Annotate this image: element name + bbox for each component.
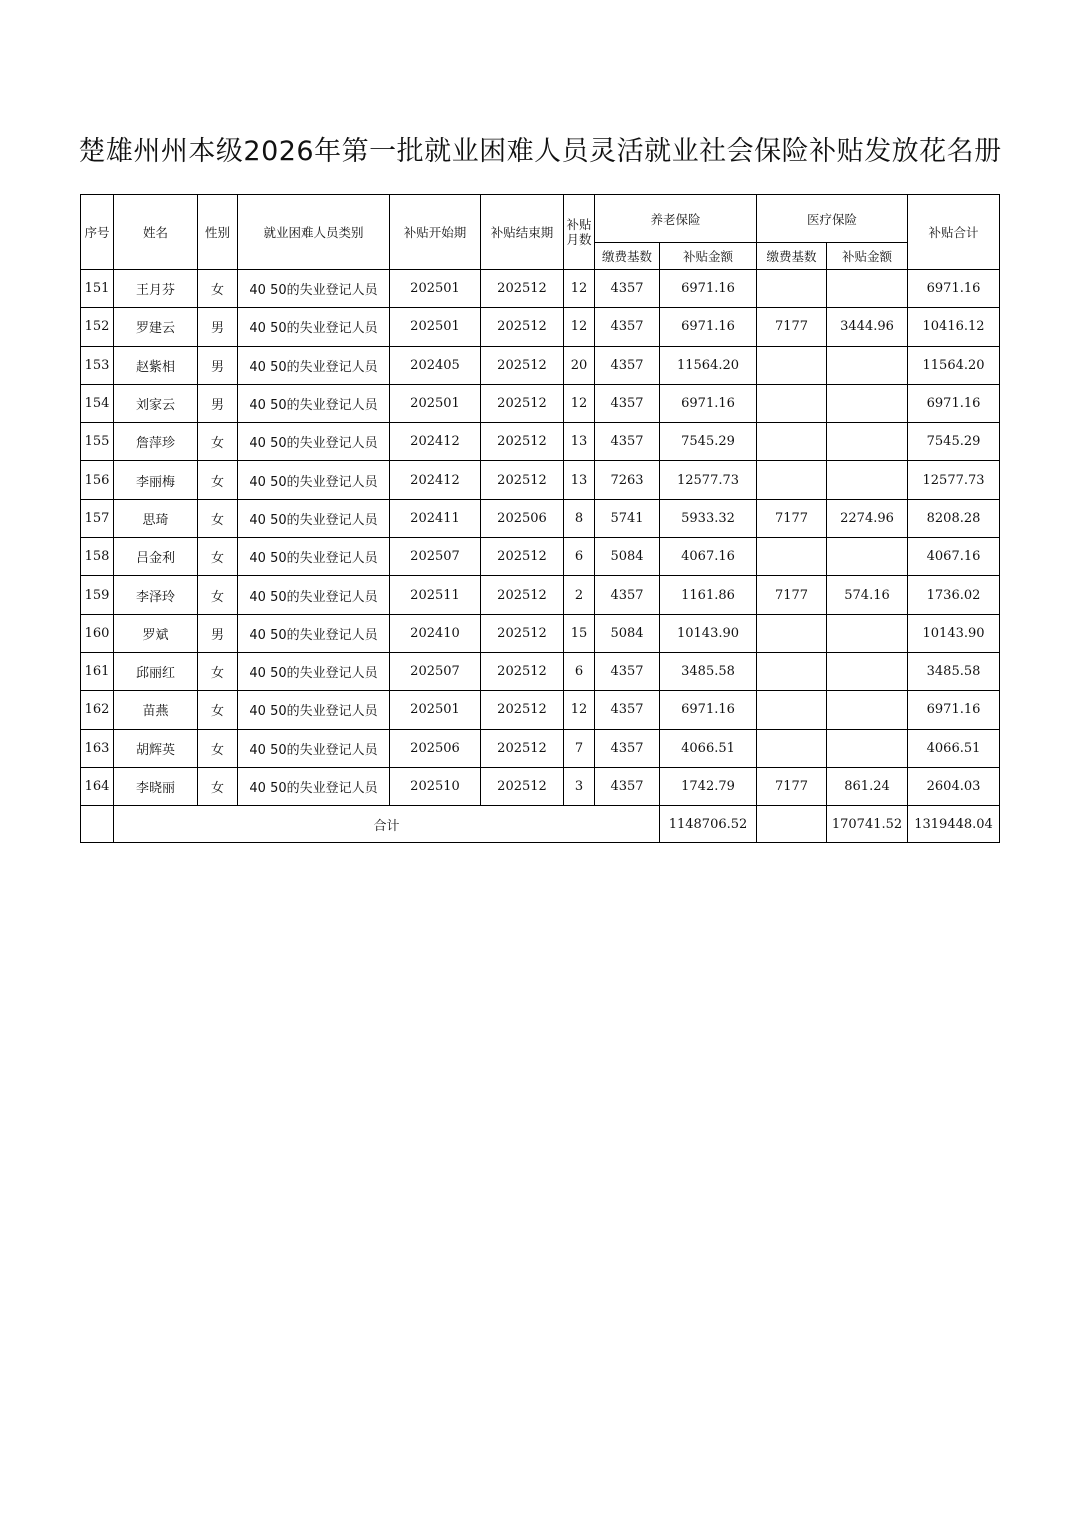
cell-pension-base: 5741: [595, 499, 660, 537]
cell-medical-base: [757, 729, 827, 767]
cell-name: 邱丽红: [114, 652, 198, 690]
cell-months: 12: [564, 691, 595, 729]
cell-start: 202412: [390, 423, 481, 461]
cell-category: 40 50的失业登记人员: [238, 767, 390, 805]
cell-gender: 女: [198, 729, 238, 767]
cell-gender: 男: [198, 384, 238, 422]
table-row: [81, 729, 1000, 767]
cell-start: 202501: [390, 691, 481, 729]
cell-months: 3: [564, 767, 595, 805]
table-body: [81, 270, 1000, 843]
cell-end: 202512: [481, 652, 564, 690]
cell-name: 刘家云: [114, 384, 198, 422]
cell-category: 40 50的失业登记人员: [238, 614, 390, 652]
table-row: [81, 576, 1000, 614]
cell-end: 202512: [481, 270, 564, 308]
table-row: [81, 270, 1000, 308]
cell-seq: 154: [81, 384, 114, 422]
cell-category: 40 50的失业登记人员: [238, 576, 390, 614]
cell-total: 7545.29: [908, 423, 1000, 461]
cell-category: 40 50的失业登记人员: [238, 384, 390, 422]
cell-end: 202506: [481, 499, 564, 537]
table-row: [81, 308, 1000, 346]
cell-medical-base: [757, 270, 827, 308]
cell-total: 1736.02: [908, 576, 1000, 614]
cell-seq: 156: [81, 461, 114, 499]
cell-gender: 女: [198, 691, 238, 729]
cell-medical-base: [757, 538, 827, 576]
cell-medical-base: [757, 652, 827, 690]
cell-gender: 男: [198, 614, 238, 652]
cell-medical-base: [757, 423, 827, 461]
header-pension: 养老保险: [595, 195, 757, 243]
cell-end: 202512: [481, 576, 564, 614]
cell-gender: 女: [198, 538, 238, 576]
cell-start: 202501: [390, 308, 481, 346]
cell-medical-amount: [827, 384, 908, 422]
cell-end: 202512: [481, 538, 564, 576]
cell-seq: 153: [81, 346, 114, 384]
header-category: 就业困难人员类别: [238, 195, 390, 270]
cell-name: 吕金利: [114, 538, 198, 576]
cell-end: 202512: [481, 691, 564, 729]
cell-gender: 女: [198, 576, 238, 614]
header-medical-amount: 补贴金额: [827, 243, 908, 270]
totals-row: [81, 806, 1000, 843]
header-pension-base: 缴费基数: [595, 243, 660, 270]
table-row: [81, 461, 1000, 499]
cell-pension-amount: 7545.29: [660, 423, 757, 461]
cell-pension-amount: 3485.58: [660, 652, 757, 690]
cell-pension-base: 4357: [595, 308, 660, 346]
cell-months: 13: [564, 461, 595, 499]
cell-medical-base: [757, 614, 827, 652]
cell-months: 8: [564, 499, 595, 537]
cell-medical-amount: [827, 461, 908, 499]
cell-name: 王月芬: [114, 270, 198, 308]
cell-total: 2604.03: [908, 767, 1000, 805]
cell-end: 202512: [481, 423, 564, 461]
cell-gender: 女: [198, 423, 238, 461]
totals-medical-amount: 170741.52: [827, 806, 908, 843]
table-row: [81, 423, 1000, 461]
table-row: [81, 767, 1000, 805]
header-medical-base: 缴费基数: [757, 243, 827, 270]
page-title: 楚雄州州本级2026年第一批就业困难人员灵活就业社会保险补贴发放花名册: [78, 136, 1002, 167]
cell-gender: 男: [198, 308, 238, 346]
cell-seq: 158: [81, 538, 114, 576]
cell-months: 6: [564, 652, 595, 690]
cell-medical-amount: 574.16: [827, 576, 908, 614]
cell-months: 12: [564, 270, 595, 308]
cell-months: 20: [564, 346, 595, 384]
table-row: [81, 538, 1000, 576]
cell-start: 202501: [390, 384, 481, 422]
cell-start: 202411: [390, 499, 481, 537]
cell-pension-base: 4357: [595, 767, 660, 805]
cell-pension-amount: 6971.16: [660, 270, 757, 308]
cell-medical-amount: 2274.96: [827, 499, 908, 537]
cell-name: 思琦: [114, 499, 198, 537]
cell-months: 15: [564, 614, 595, 652]
cell-total: 6971.16: [908, 691, 1000, 729]
cell-medical-base: 7177: [757, 576, 827, 614]
table-row: [81, 691, 1000, 729]
cell-name: 李泽玲: [114, 576, 198, 614]
cell-category: 40 50的失业登记人员: [238, 423, 390, 461]
cell-pension-base: 4357: [595, 691, 660, 729]
totals-pension-amount: 1148706.52: [660, 806, 757, 843]
cell-start: 202506: [390, 729, 481, 767]
cell-category: 40 50的失业登记人员: [238, 308, 390, 346]
cell-pension-amount: 6971.16: [660, 308, 757, 346]
cell-medical-base: 7177: [757, 499, 827, 537]
cell-end: 202512: [481, 346, 564, 384]
cell-pension-base: 5084: [595, 614, 660, 652]
cell-months: 7: [564, 729, 595, 767]
cell-start: 202507: [390, 538, 481, 576]
cell-start: 202412: [390, 461, 481, 499]
cell-total: 3485.58: [908, 652, 1000, 690]
header-start: 补贴开始期: [390, 195, 481, 270]
subsidy-roster-table: [80, 194, 1000, 843]
cell-pension-amount: 1161.86: [660, 576, 757, 614]
cell-pension-base: 4357: [595, 729, 660, 767]
cell-seq: 157: [81, 499, 114, 537]
cell-total: 11564.20: [908, 346, 1000, 384]
cell-medical-base: [757, 691, 827, 729]
cell-medical-amount: [827, 691, 908, 729]
header-gender: 性别: [198, 195, 238, 270]
cell-category: 40 50的失业登记人员: [238, 499, 390, 537]
cell-months: 6: [564, 538, 595, 576]
cell-pension-base: 5084: [595, 538, 660, 576]
cell-name: 赵紫相: [114, 346, 198, 384]
header-row-top: [81, 195, 1000, 243]
header-pension-amount: 补贴金额: [660, 243, 757, 270]
cell-pension-amount: 5933.32: [660, 499, 757, 537]
cell-category: 40 50的失业登记人员: [238, 691, 390, 729]
cell-category: 40 50的失业登记人员: [238, 729, 390, 767]
cell-total: 12577.73: [908, 461, 1000, 499]
cell-category: 40 50的失业登记人员: [238, 270, 390, 308]
cell-pension-amount: 1742.79: [660, 767, 757, 805]
cell-name: 李丽梅: [114, 461, 198, 499]
header-name: 姓名: [114, 195, 198, 270]
cell-pension-amount: 10143.90: [660, 614, 757, 652]
cell-pension-base: 4357: [595, 576, 660, 614]
cell-start: 202510: [390, 767, 481, 805]
cell-name: 李晓丽: [114, 767, 198, 805]
cell-totals-medical-base-blank: [757, 806, 827, 843]
cell-pension-amount: 6971.16: [660, 384, 757, 422]
cell-months: 2: [564, 576, 595, 614]
cell-pension-base: 4357: [595, 270, 660, 308]
cell-start: 202405: [390, 346, 481, 384]
cell-end: 202512: [481, 461, 564, 499]
cell-medical-base: [757, 461, 827, 499]
cell-gender: 男: [198, 346, 238, 384]
cell-name: 苗燕: [114, 691, 198, 729]
totals-label: 合计: [114, 806, 660, 843]
table-row: [81, 652, 1000, 690]
cell-name: 罗斌: [114, 614, 198, 652]
cell-category: 40 50的失业登记人员: [238, 538, 390, 576]
header-medical: 医疗保险: [757, 195, 908, 243]
cell-seq: 151: [81, 270, 114, 308]
cell-pension-amount: 4066.51: [660, 729, 757, 767]
cell-total: 6971.16: [908, 270, 1000, 308]
table-row: [81, 346, 1000, 384]
cell-pension-base: 4357: [595, 346, 660, 384]
cell-gender: 女: [198, 652, 238, 690]
cell-medical-base: [757, 384, 827, 422]
header-end: 补贴结束期: [481, 195, 564, 270]
cell-medical-amount: 861.24: [827, 767, 908, 805]
cell-seq: 163: [81, 729, 114, 767]
cell-total: 8208.28: [908, 499, 1000, 537]
cell-seq: 162: [81, 691, 114, 729]
cell-total: 10416.12: [908, 308, 1000, 346]
cell-seq: 161: [81, 652, 114, 690]
cell-medical-amount: 3444.96: [827, 308, 908, 346]
cell-seq: 160: [81, 614, 114, 652]
header-seq: 序号: [81, 195, 114, 270]
cell-start: 202410: [390, 614, 481, 652]
cell-gender: 女: [198, 461, 238, 499]
cell-seq: 155: [81, 423, 114, 461]
cell-pension-amount: 4067.16: [660, 538, 757, 576]
cell-start: 202501: [390, 270, 481, 308]
cell-medical-base: 7177: [757, 767, 827, 805]
cell-pension-amount: 11564.20: [660, 346, 757, 384]
cell-name: 詹萍珍: [114, 423, 198, 461]
cell-name: 罗建云: [114, 308, 198, 346]
cell-months: 12: [564, 308, 595, 346]
cell-category: 40 50的失业登记人员: [238, 652, 390, 690]
cell-medical-base: [757, 346, 827, 384]
cell-pension-base: 4357: [595, 384, 660, 422]
cell-seq: 159: [81, 576, 114, 614]
cell-medical-amount: [827, 652, 908, 690]
cell-category: 40 50的失业登记人员: [238, 346, 390, 384]
cell-name: 胡辉英: [114, 729, 198, 767]
cell-medical-amount: [827, 346, 908, 384]
cell-medical-amount: [827, 729, 908, 767]
cell-pension-base: 7263: [595, 461, 660, 499]
cell-end: 202512: [481, 384, 564, 422]
cell-medical-amount: [827, 538, 908, 576]
totals-grand-total: 1319448.04: [908, 806, 1000, 843]
cell-total: 4067.16: [908, 538, 1000, 576]
cell-medical-amount: [827, 423, 908, 461]
cell-pension-amount: 12577.73: [660, 461, 757, 499]
cell-category: 40 50的失业登记人员: [238, 461, 390, 499]
cell-start: 202507: [390, 652, 481, 690]
cell-total: 4066.51: [908, 729, 1000, 767]
cell-seq: 152: [81, 308, 114, 346]
cell-gender: 女: [198, 499, 238, 537]
cell-end: 202512: [481, 767, 564, 805]
table-row: [81, 384, 1000, 422]
cell-medical-amount: [827, 270, 908, 308]
cell-medical-amount: [827, 614, 908, 652]
cell-seq: 164: [81, 767, 114, 805]
cell-totals-seq-blank: [81, 806, 114, 843]
cell-months: 13: [564, 423, 595, 461]
cell-start: 202511: [390, 576, 481, 614]
cell-gender: 女: [198, 270, 238, 308]
cell-pension-amount: 6971.16: [660, 691, 757, 729]
cell-total: 10143.90: [908, 614, 1000, 652]
cell-gender: 女: [198, 767, 238, 805]
cell-pension-base: 4357: [595, 423, 660, 461]
cell-end: 202512: [481, 308, 564, 346]
table-row: [81, 614, 1000, 652]
cell-pension-base: 4357: [595, 652, 660, 690]
cell-medical-base: 7177: [757, 308, 827, 346]
cell-end: 202512: [481, 614, 564, 652]
header-months: 补贴月数: [564, 195, 595, 270]
cell-months: 12: [564, 384, 595, 422]
cell-total: 6971.16: [908, 384, 1000, 422]
cell-end: 202512: [481, 729, 564, 767]
header-total: 补贴合计: [908, 195, 1000, 270]
table-row: [81, 499, 1000, 537]
